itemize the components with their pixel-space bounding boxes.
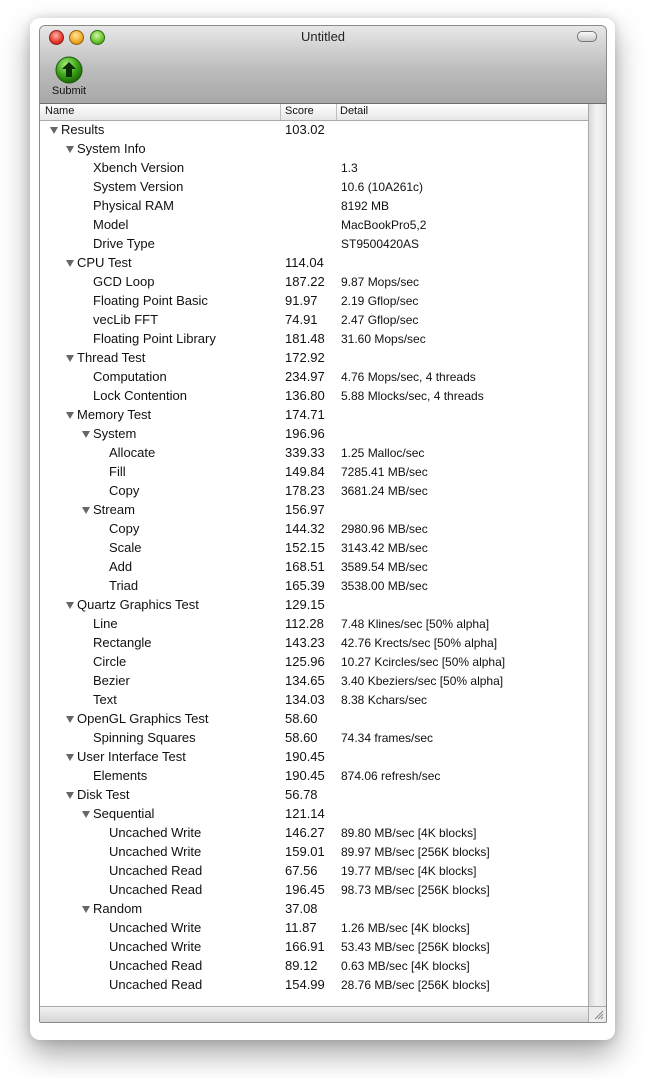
row-detail: 1.3	[341, 161, 358, 175]
row-score: 11.87	[285, 920, 317, 935]
disclosure-triangle-icon[interactable]	[82, 811, 90, 818]
row-name: Scale	[109, 540, 142, 555]
row-score: 67.56	[285, 863, 318, 878]
row-name: System	[93, 426, 137, 441]
disclosure-triangle-icon[interactable]	[66, 146, 74, 153]
resize-grip[interactable]	[588, 1006, 607, 1023]
row-name: Uncached Write	[109, 939, 202, 954]
resize-grip-icon	[589, 1007, 605, 1021]
row-score: 121.14	[285, 806, 325, 821]
row-score: 37.08	[285, 901, 318, 916]
outline-row[interactable]	[40, 349, 588, 368]
row-name: vecLib FFT	[93, 312, 159, 327]
outline-row[interactable]	[40, 178, 588, 197]
row-detail: 10.6 (10A261c)	[341, 180, 424, 194]
disclosure-triangle-icon[interactable]	[66, 754, 74, 761]
row-name: GCD Loop	[93, 274, 155, 289]
row-score: 134.65	[285, 673, 325, 688]
outline-row[interactable]	[40, 862, 588, 881]
window-title: Untitled	[300, 29, 346, 44]
row-score: 112.28	[285, 616, 324, 631]
row-score: 196.45	[285, 882, 325, 897]
row-score: 178.23	[285, 483, 325, 498]
disclosure-triangle-icon[interactable]	[66, 792, 74, 799]
disclosure-triangle-icon[interactable]	[66, 602, 74, 609]
row-score: 143.23	[285, 635, 325, 650]
outline-row[interactable]	[40, 444, 588, 463]
outline-row[interactable]	[40, 463, 588, 482]
outline-row[interactable]	[40, 824, 588, 843]
submit-button[interactable]	[48, 56, 90, 100]
results-outline	[40, 121, 588, 995]
row-detail: 28.76 MB/sec [256K blocks]	[341, 978, 490, 992]
row-detail: 98.73 MB/sec [256K blocks]	[341, 883, 490, 897]
outline-row[interactable]	[40, 425, 588, 444]
row-name: Triad	[109, 578, 139, 593]
disclosure-triangle-icon[interactable]	[66, 355, 74, 362]
outline-row[interactable]	[40, 843, 588, 862]
row-name: Uncached Read	[109, 882, 203, 897]
row-score: 190.45	[285, 768, 325, 783]
outline-row[interactable]	[40, 729, 588, 748]
green-up-arrow-icon	[55, 56, 83, 84]
row-score: 134.03	[285, 692, 325, 707]
disclosure-triangle-icon[interactable]	[82, 507, 90, 514]
toolbar-toggle-button[interactable]	[577, 31, 597, 42]
row-detail: ST9500420AS	[341, 237, 420, 251]
outline-row[interactable]	[40, 653, 588, 672]
row-score: 168.51	[285, 559, 325, 574]
outline-row[interactable]	[40, 938, 588, 957]
row-detail: 2.47 Gflop/sec	[341, 313, 419, 327]
row-detail: 3143.42 MB/sec	[341, 541, 428, 555]
row-detail: 874.06 refresh/sec	[341, 769, 441, 783]
column-header-score[interactable]: Score	[285, 105, 314, 117]
row-score: 58.60	[285, 730, 318, 745]
row-detail: 0.63 MB/sec [4K blocks]	[341, 959, 470, 973]
outline-row[interactable]	[40, 919, 588, 938]
outline-row[interactable]	[40, 539, 588, 558]
outline-row[interactable]	[40, 710, 588, 729]
outline-header	[40, 104, 588, 121]
row-name: Text	[93, 692, 117, 707]
row-name: Circle	[93, 654, 127, 669]
outline-row[interactable]	[40, 767, 588, 786]
row-score: 154.99	[285, 977, 325, 992]
row-name: OpenGL Graphics Test	[77, 711, 209, 726]
row-detail: 1.25 Malloc/sec	[341, 446, 425, 460]
disclosure-triangle-icon[interactable]	[66, 716, 74, 723]
row-score: 187.22	[285, 274, 325, 289]
outline-row[interactable]	[40, 482, 588, 501]
row-detail: 31.60 Mops/sec	[341, 332, 426, 346]
row-name: Fill	[109, 464, 126, 479]
disclosure-triangle-icon[interactable]	[66, 260, 74, 267]
row-name: Drive Type	[93, 236, 155, 251]
row-name: Quartz Graphics Test	[77, 597, 199, 612]
row-detail: 53.43 MB/sec [256K blocks]	[341, 940, 490, 954]
outline-row[interactable]	[40, 121, 588, 140]
column-header-name[interactable]: Name	[45, 105, 75, 117]
outline-row[interactable]	[40, 615, 588, 634]
row-detail: 10.27 Kcircles/sec [50% alpha]	[341, 655, 506, 669]
row-name: Copy	[109, 521, 140, 536]
row-name: Add	[109, 559, 133, 574]
row-detail: 42.76 Krects/sec [50% alpha]	[341, 636, 498, 650]
row-detail: 2980.96 MB/sec	[341, 522, 428, 536]
row-score: 165.39	[285, 578, 325, 593]
row-detail: 19.77 MB/sec [4K blocks]	[341, 864, 477, 878]
row-name: Bezier	[93, 673, 130, 688]
toolbar	[40, 26, 606, 104]
row-name: Uncached Read	[109, 958, 203, 973]
row-name: Random	[93, 901, 143, 916]
row-name: Spinning Squares	[93, 730, 196, 745]
row-name: Line	[93, 616, 118, 631]
row-score: 149.84	[285, 464, 325, 479]
column-header-detail[interactable]: Detail	[340, 105, 369, 117]
row-name: Allocate	[109, 445, 156, 460]
row-detail: 89.97 MB/sec [256K blocks]	[341, 845, 490, 859]
column-divider[interactable]	[336, 104, 337, 120]
row-name: System Version	[93, 179, 184, 194]
outline-row[interactable]	[40, 159, 588, 178]
disclosure-triangle-icon[interactable]	[82, 906, 90, 913]
outline-row[interactable]	[40, 140, 588, 159]
outline-row[interactable]	[40, 406, 588, 425]
row-name: Floating Point Basic	[93, 293, 208, 308]
row-name: Uncached Write	[109, 920, 202, 935]
row-name: Copy	[109, 483, 140, 498]
row-name: Elements	[93, 768, 148, 783]
outline-row[interactable]	[40, 387, 588, 406]
outline-row[interactable]	[40, 881, 588, 900]
disclosure-triangle-icon[interactable]	[82, 431, 90, 438]
outline-row[interactable]	[40, 634, 588, 653]
row-name: Uncached Read	[109, 977, 203, 992]
row-name: Lock Contention	[93, 388, 187, 403]
row-score: 103.02	[285, 122, 325, 137]
row-score: 91.97	[285, 293, 318, 308]
row-detail: 5.88 Mlocks/sec, 4 threads	[341, 389, 484, 403]
outline-row[interactable]	[40, 501, 588, 520]
app-window	[39, 25, 607, 1023]
outline-row[interactable]	[40, 900, 588, 919]
row-name: Stream	[93, 502, 135, 517]
row-name: Model	[93, 217, 129, 232]
row-detail: 3.40 Kbeziers/sec [50% alpha]	[341, 674, 504, 688]
outline-row[interactable]	[40, 273, 588, 292]
row-name: Disk Test	[77, 787, 130, 802]
row-score: 125.96	[285, 654, 325, 669]
row-score: 74.91	[285, 312, 318, 327]
row-name: Physical RAM	[93, 198, 174, 213]
row-detail: 3589.54 MB/sec	[341, 560, 428, 574]
row-name: Thread Test	[77, 350, 146, 365]
row-name: Memory Test	[77, 407, 152, 422]
row-name: Uncached Write	[109, 844, 202, 859]
outline-row[interactable]	[40, 577, 588, 596]
row-detail: 7.48 Klines/sec [50% alpha]	[341, 617, 490, 631]
outline-row[interactable]	[40, 748, 588, 767]
row-name: Results	[61, 122, 105, 137]
row-score: 166.91	[285, 939, 325, 954]
row-score: 129.15	[285, 597, 325, 612]
vertical-scrollbar[interactable]	[588, 104, 606, 1006]
outline-row[interactable]	[40, 691, 588, 710]
row-score: 190.45	[285, 749, 325, 764]
outline-row[interactable]	[40, 976, 588, 995]
row-name: Xbench Version	[93, 160, 185, 175]
disclosure-triangle-icon[interactable]	[66, 412, 74, 419]
row-score: 146.27	[285, 825, 325, 840]
row-score: 174.71	[285, 407, 325, 422]
outline-row[interactable]	[40, 596, 588, 615]
outline-row[interactable]	[40, 558, 588, 577]
row-detail: 8.38 Kchars/sec	[341, 693, 428, 707]
row-score: 339.33	[285, 445, 325, 460]
row-score: 196.96	[285, 426, 325, 441]
outline-row[interactable]	[40, 520, 588, 539]
row-detail: 3681.24 MB/sec	[341, 484, 428, 498]
row-score: 144.32	[285, 521, 325, 536]
outline-row[interactable]	[40, 292, 588, 311]
row-score: 159.01	[285, 844, 325, 859]
horizontal-scrollbar[interactable]	[40, 1006, 588, 1022]
row-score: 181.48	[285, 331, 325, 346]
row-score: 136.80	[285, 388, 325, 403]
outline-row[interactable]	[40, 672, 588, 691]
row-name: Floating Point Library	[93, 331, 216, 346]
outline-row[interactable]	[40, 330, 588, 349]
outline-row[interactable]	[40, 957, 588, 976]
row-score: 56.78	[285, 787, 318, 802]
outline-row[interactable]	[40, 235, 588, 254]
row-name: System Info	[77, 141, 146, 156]
outline-row[interactable]	[40, 786, 588, 805]
outline-row[interactable]	[40, 216, 588, 235]
row-name: Uncached Write	[109, 825, 202, 840]
outline-row[interactable]	[40, 254, 588, 273]
row-score: 152.15	[285, 540, 325, 555]
row-detail: 89.80 MB/sec [4K blocks]	[341, 826, 477, 840]
row-score: 58.60	[285, 711, 318, 726]
row-name: Sequential	[93, 806, 155, 821]
row-detail: 1.26 MB/sec [4K blocks]	[341, 921, 470, 935]
row-detail: 74.34 frames/sec	[341, 731, 434, 745]
outline-row[interactable]	[40, 197, 588, 216]
row-detail: 8192 MB	[341, 199, 390, 213]
row-name: Computation	[93, 369, 167, 384]
row-name: User Interface Test	[77, 749, 186, 764]
row-name: CPU Test	[77, 255, 132, 270]
outline-row[interactable]	[40, 368, 588, 387]
row-detail: 4.76 Mops/sec, 4 threads	[341, 370, 476, 384]
row-score: 156.97	[285, 502, 325, 517]
row-detail: 7285.41 MB/sec	[341, 465, 428, 479]
row-score: 172.92	[285, 350, 325, 365]
row-name: Rectangle	[93, 635, 152, 650]
row-score: 234.97	[285, 369, 325, 384]
row-score: 89.12	[285, 958, 318, 973]
row-detail: 2.19 Gflop/sec	[341, 294, 419, 308]
outline-row[interactable]	[40, 805, 588, 824]
submit-label: Submit	[51, 85, 87, 97]
row-score: 114.04	[285, 255, 324, 270]
row-detail: MacBookPro5,2	[341, 218, 427, 232]
row-name: Uncached Read	[109, 863, 203, 878]
column-divider[interactable]	[280, 104, 281, 120]
outline-row[interactable]	[40, 311, 588, 330]
disclosure-triangle-icon[interactable]	[50, 127, 58, 134]
row-detail: 3538.00 MB/sec	[341, 579, 428, 593]
row-detail: 9.87 Mops/sec	[341, 275, 420, 289]
